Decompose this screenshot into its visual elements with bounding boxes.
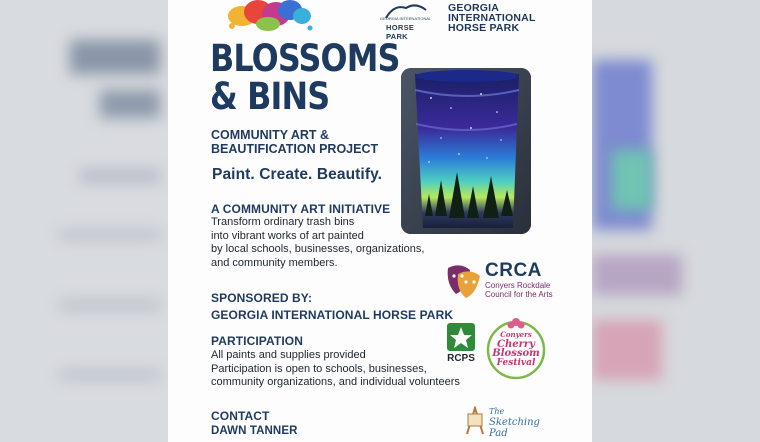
sponsor-heading: SPONSORED BY: — [211, 291, 313, 305]
paint-splash-logo — [224, 0, 314, 38]
blurred-logo-shape — [592, 320, 662, 380]
logo-text-line: GEORGIA — [448, 2, 499, 14]
blurred-background-left — [0, 0, 168, 442]
horse-icon — [376, 0, 438, 22]
description-line: and community members. — [211, 256, 338, 269]
participation-line: community organizations, and individual volunteers — [211, 376, 460, 388]
cherry-logo-text — [484, 330, 548, 368]
participation-details — [211, 349, 460, 390]
contact-name: DAWN TANNER — [211, 425, 298, 437]
crca-logo — [444, 260, 554, 302]
blurred-title-shape — [70, 40, 160, 74]
easel-icon — [463, 406, 487, 436]
cherry-logo-line: Blossom — [492, 348, 540, 359]
crca-masks-icon — [444, 260, 482, 300]
horse-park-logo-mark — [376, 0, 438, 41]
logo-fine-print: GEORGIA INTERNATIONAL — [380, 16, 432, 21]
description-line: into vibrant works of art painted — [211, 229, 364, 242]
crca-subtitle — [485, 281, 553, 299]
cherry-logo-line: Festival — [496, 357, 536, 368]
description-line: by local schools, businesses, organizations, — [211, 243, 425, 255]
sketching-pad-line: The — [489, 407, 505, 416]
cherry-logo-line: Cherry — [497, 338, 535, 350]
blurred-text-shape — [60, 230, 160, 240]
rcps-label: RCPS — [447, 353, 475, 364]
flyer-tagline: Paint. Create. Beautify. — [212, 166, 383, 183]
crca-subtitle-line: Council for the Arts — [485, 290, 553, 299]
rcps-logo — [445, 323, 477, 367]
blurred-background-right — [592, 0, 760, 442]
flyer-subtitle — [211, 128, 378, 156]
painted-bin-photo — [401, 68, 531, 234]
initiative-description — [211, 216, 424, 270]
contact-heading: CONTACT — [211, 409, 270, 423]
blurred-logo-shape — [592, 255, 682, 295]
event-flyer — [168, 0, 592, 442]
horse-park-logo-text — [448, 3, 536, 33]
title-line: BLOSSOMS — [210, 37, 400, 80]
blurred-text-shape — [80, 170, 160, 182]
rcps-star-icon — [445, 323, 477, 353]
blurred-title-shape — [100, 90, 160, 118]
flyer-title — [210, 37, 400, 118]
crca-title: CRCA — [485, 260, 542, 281]
title-line: & BINS — [210, 75, 330, 118]
participation-line: Participation is open to schools, businesses, — [211, 362, 427, 375]
blurred-photo-shape — [612, 150, 652, 210]
blurred-text-shape — [60, 370, 160, 380]
logo-text-line: HORSE PARK — [448, 22, 520, 34]
sketching-pad-line: Sketching Pad — [489, 417, 540, 439]
sponsor-name: GEORGIA INTERNATIONAL HORSE PARK — [211, 308, 454, 322]
subtitle-line: COMMUNITY ART & — [211, 128, 330, 142]
sketching-pad-logo — [463, 404, 543, 440]
description-line: Transform ordinary trash bins — [211, 216, 355, 228]
initiative-heading: A COMMUNITY ART INITIATIVE — [211, 202, 391, 216]
participation-heading: PARTICIPATION — [211, 334, 303, 348]
crca-subtitle-line: Conyers Rockdale — [485, 281, 551, 290]
cherry-logo-line: Conyers — [500, 330, 532, 339]
blurred-text-shape — [60, 300, 160, 310]
participation-line: All paints and supplies provided — [211, 349, 366, 361]
horse-park-mark-label: HORSE PARK — [386, 23, 415, 41]
cherry-blossom-festival-logo — [484, 316, 548, 380]
logo-text-line: INTERNATIONAL — [448, 12, 536, 24]
sketching-pad-text — [489, 406, 543, 439]
subtitle-line: BEAUTIFICATION PROJECT — [211, 142, 379, 156]
